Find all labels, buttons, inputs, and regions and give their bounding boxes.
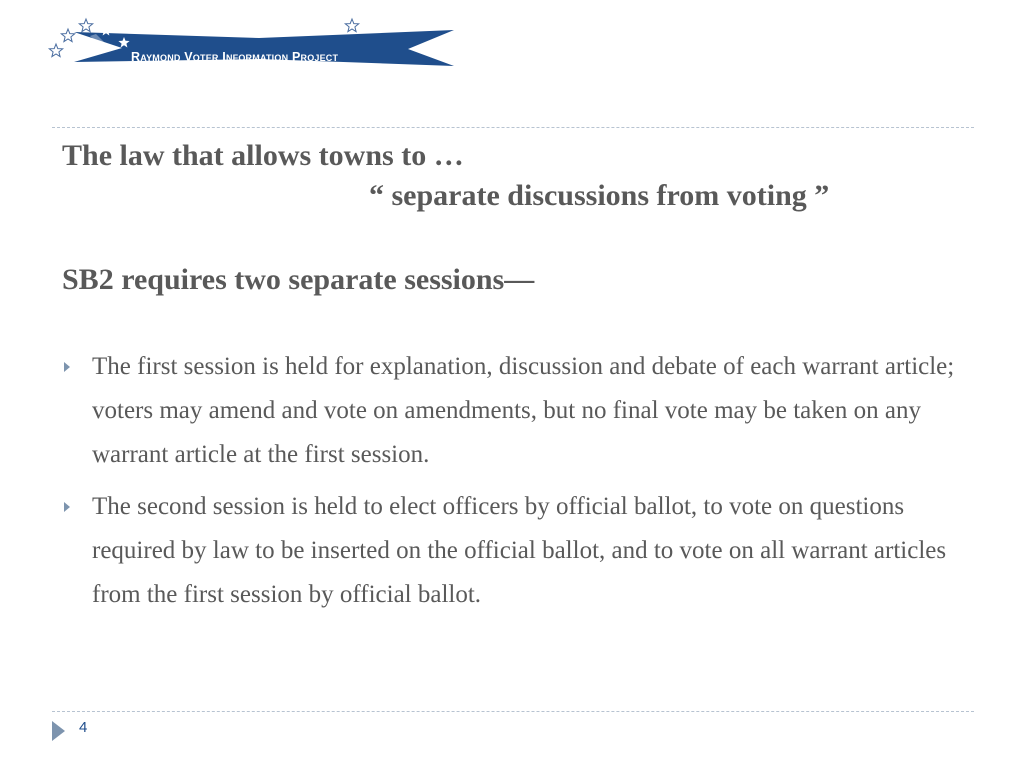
star-banner-logo-icon: [44, 14, 464, 74]
footer-divider: [52, 711, 974, 712]
logo-text: Raymond Voter Information Project: [131, 50, 339, 64]
triangle-arrow-icon: [52, 721, 65, 741]
bullet-text: The first session is held for explanation, discussion and debate of each warrant article; voters may amend and vote on amendments, but no final vote may be taken on any warrant article at the first session.: [92, 353, 955, 468]
slide-title-line-1: The law that allows towns to …: [62, 139, 464, 172]
page-number: 4: [79, 719, 88, 736]
bullet-text: The second session is held to elect officers by official ballot, to vote on questions required by law to be inserted on the official ballot, and to vote on all warrant articles from the first session by official ballot.: [92, 493, 947, 608]
bullet-item: [62, 345, 967, 477]
slide-title-line-2: “ separate discussions from voting ”: [369, 179, 830, 212]
slide-subheading: SB2 requires two separate sessions—: [62, 263, 535, 296]
bullet-item: [62, 485, 967, 617]
header-divider: [52, 127, 974, 128]
triangle-bullet-icon: [64, 362, 70, 372]
triangle-bullet-icon: [64, 502, 70, 512]
bullet-list: [62, 345, 967, 625]
